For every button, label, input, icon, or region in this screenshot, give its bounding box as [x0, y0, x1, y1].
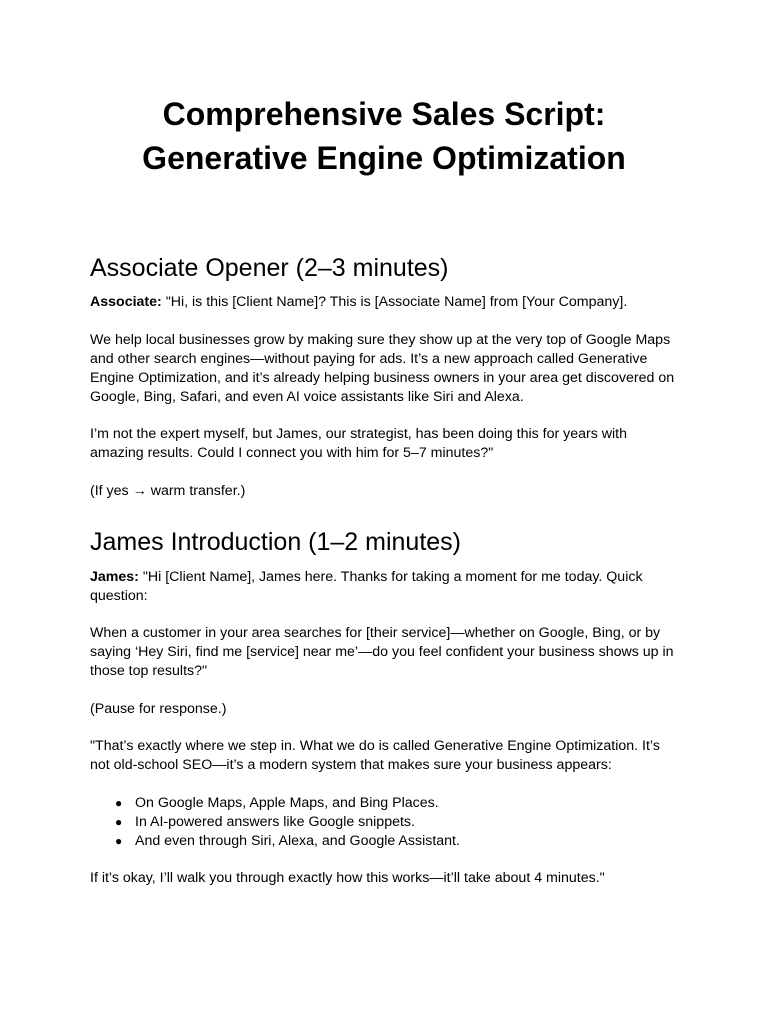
james-greeting-paragraph [90, 568, 680, 606]
associate-opener-line [90, 293, 680, 312]
bullet-dot-icon: ● [115, 815, 123, 829]
james-pause-note: (Pause for response.) [90, 701, 227, 717]
bullet-text: In AI-powered answers like Google snippets. [135, 814, 415, 830]
bullet-item [90, 794, 680, 813]
james-greeting-text: "Hi [Client Name], James here. Thanks for taking a moment for me today. Quick question: [90, 569, 643, 604]
james-geo-explanation: "That’s exactly where we step in. What we do is called Generative Engine Optimization. It’s not old-school SEO—it’s a modern system that makes sure your business appears: [90, 738, 660, 773]
associate-handoff-paragraph: I’m not the expert myself, but James, our strategist, has been doing this for years with amazing results. Could I connect you with him for 5–7 minutes?" [90, 426, 628, 461]
title-line-1: Comprehensive Sales Script: [162, 96, 606, 132]
bullet-text: And even through Siri, Alexa, and Google Assistant. [135, 833, 460, 849]
bullet-dot-icon: ● [115, 796, 123, 810]
bullet-dot-icon: ● [115, 834, 123, 848]
document-title [90, 92, 678, 180]
section-heading-associate-opener: Associate Opener (2–3 minutes) [90, 254, 449, 282]
james-walkthrough-offer: If it’s okay, I’ll walk you through exactly how this works—it’ll take about 4 minutes." [90, 870, 605, 886]
platform-bullet-list [90, 794, 680, 851]
associate-transfer-note: (If yes → warm transfer.) [90, 483, 246, 499]
speaker-label-james: James: [90, 569, 139, 585]
speaker-label-associate: Associate: [90, 294, 162, 310]
associate-greeting-text: "Hi, is this [Client Name]? This is [Associate Name] from [Your Company]. [161, 294, 628, 310]
james-question-paragraph: When a customer in your area searches for [their service]—whether on Google, Bing, or by saying ‘Hey Siri, find me [service] near me’—do you feel confident your business shows up in those top results?" [90, 625, 674, 679]
section-heading-james-introduction: James Introduction (1–2 minutes) [90, 528, 462, 556]
title-line-2: Generative Engine Optimization [142, 140, 626, 176]
associate-pitch-paragraph: We help local businesses grow by making sure they show up at the very top of Google Maps and other search engines—without paying for ads. It’s a new approach called Generative Engine Optimization, and it’s already helping business owners in your area get discovered on Google, Bing, Safari, and even AI voice assistants like Siri and Alexa. [90, 332, 675, 405]
bullet-item [90, 813, 680, 832]
bullet-item [90, 832, 680, 851]
bullet-text: On Google Maps, Apple Maps, and Bing Places. [135, 795, 439, 811]
